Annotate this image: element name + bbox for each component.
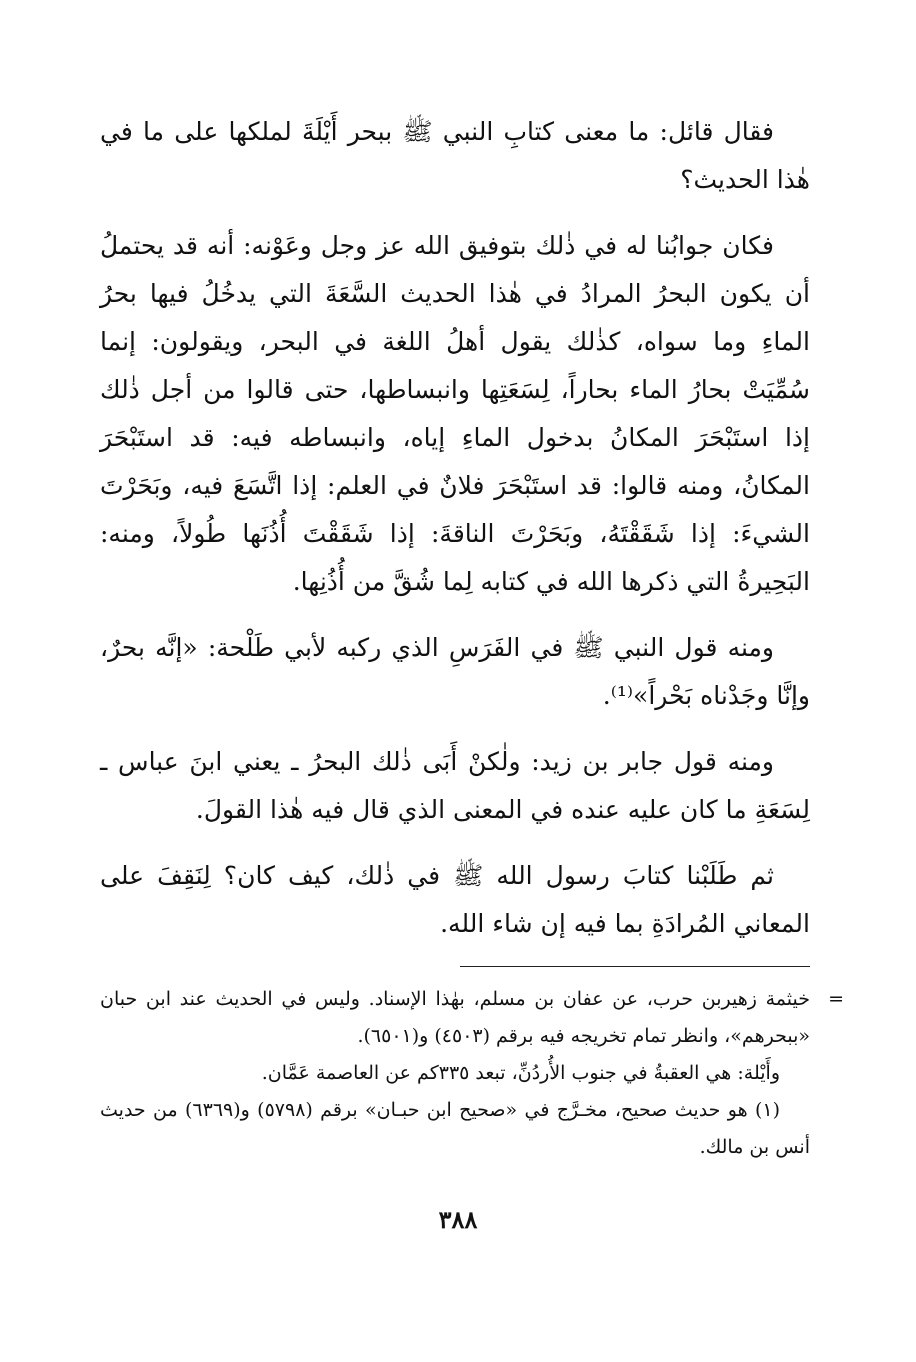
footnotes [100,981,844,1166]
paragraph-answer: فكان جوابُنا له في ذٰلك بتوفيق الله عز وجل وعَوْنه: أنه قد يحتملُ أن يكون البحرُ المرادُ في هٰذا الحديث السَّعَةَ التي يدخُلُ فيها بحرُ الماءِ وما سواه، كذٰلك يقول أهلُ اللغة في البحر، ويقولون: إنما سُمِّيَتْ بحارُ الماء بحاراً، لِسَعَتِها وانبساطها، حتى قالوا من أجل ذٰلك إذا استَبْحَرَ المكانُ بدخول الماءِ إياه، وانبساطه فيه: قد استَبْحَرَ المكانُ، ومنه قالوا: قد استَبْحَرَ فلانٌ في العلم: إذا اتَّسَعَ فيه، وبَحَرْتَ الشيءَ: إذا شَقَقْتَهُ، وبَحَرْتَ الناقةَ: إذا شَقَقْتَ أُذُنَها طُولاً، ومنه: البَحِيرةُ التي ذكرها الله في كتابه لِما شُقَّ من أُذُنِها. [100,231,810,596]
footnote-continued: خيثمة زهيربن حرب، عن عفان بن مسلم، بهٰذا الإسناد. وليس في الحديث عند ابن حبان «ببحرهم»، وانظر تمام تخريجه فيه برقم (٤٥٠٣) و(٦٥٠١). [100,988,810,1047]
paragraph-hadith-horse: ومنه قول النبي ﷺ في الفَرَسِ الذي ركبه لأبي طَلْحة: «إنَّه بحرٌ، وإنَّا وجَدْناه بَحْراً»⁽¹⁾. [100,633,810,710]
paragraph-jabir: ومنه قول جابر بن زيد: ولٰكنْ أَبَى ذٰلك البحرُ ـ يعني ابنَ عباس ـ لِسَعَةِ ما كان عليه عنده في المعنى الذي قال فيه هٰذا القولَ. [100,747,810,824]
footnote-ayla: وأَيْلة: هي العقبةُ في جنوب الأُردُنِّ، تبعد ٣٣٥كم عن العاصمة عَمَّان. [261,1062,780,1084]
footnote-continuation-mark: = [828,988,844,1010]
paragraph-letter: ثم طَلَبْنا كتابَ رسول الله ﷺ في ذٰلك، كيف كان؟ لِنَقِفَ على المعاني المُرادَةِ بما فيه إن شاء الله. [100,861,810,938]
page-body [100,108,844,1166]
paragraph-question: فقال قائل: ما معنى كتابِ النبي ﷺ ببحر أَيْلَةَ لملكها على ما في هٰذا الحديث؟ [100,117,810,194]
page-number: ٣٨٨ [438,1205,478,1234]
footnote-1: (١) هو حديث صحيح، مخـرَّج في «صحيح ابن حبـان» برقم (٥٧٩٨) و(٦٣٦٩) من حديث أنس بن مالك. [100,1099,810,1158]
footnote-divider [460,966,810,967]
